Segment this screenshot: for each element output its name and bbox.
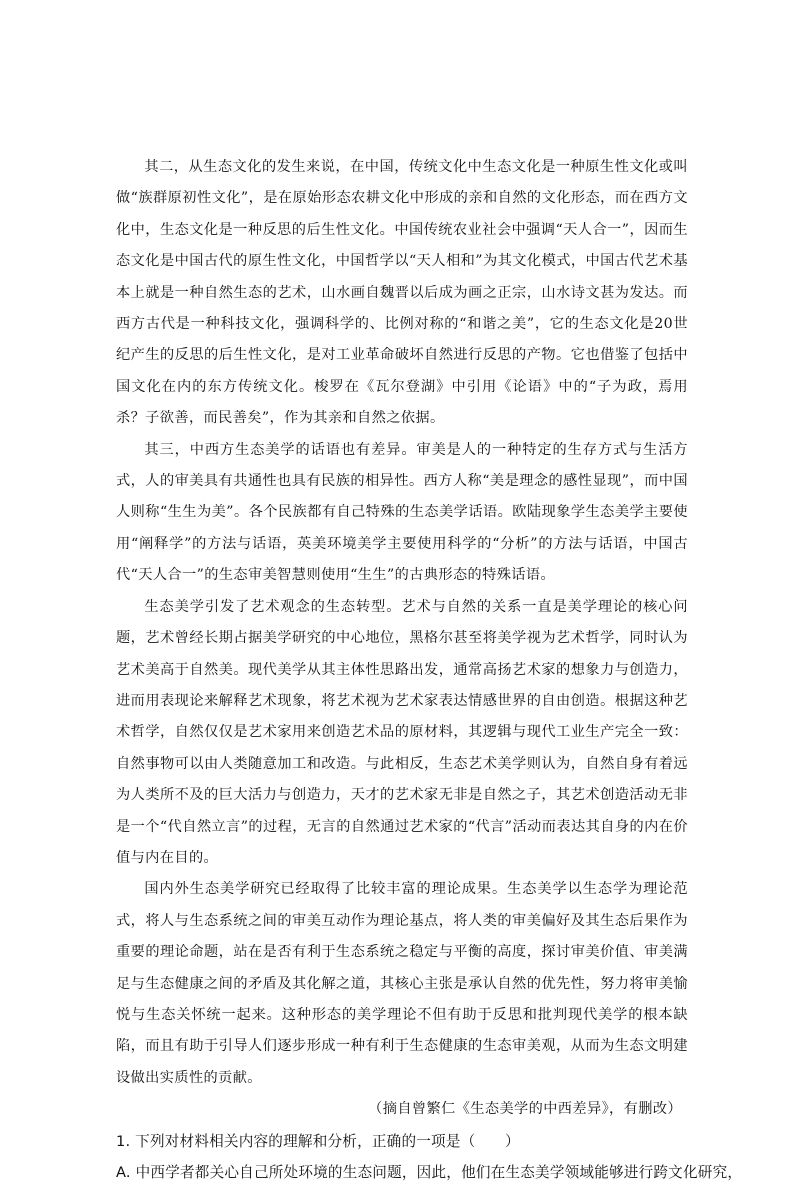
question-stem: 1. 下列对材料相关内容的理解和分析，正确的一项是（ ） [116, 1132, 520, 1150]
paragraph-ecological-culture-origin: 其二，从生态文化的发生来说，在中国，传统文化中生态文化是一种原生性文化或叫做“族群原初性文化”，是在原始形态农耕文化中形成的亲和自然的文化形态，而在西方文化中，生态文化是一种反思的后生性文化。中国传统农业社会中强调“天人合一”，因而生态文化是中国古代的原生性文化，中国哲学以“天人相和”为其文化模式，中国古代艺术基本上就是一种自然生态的艺术，山水画自魏晋以后成为画之正宗，山水诗文甚为发达。而西方古代是一种科技文化，强调科学的、比例对称的“和谐之美”，它的生态文化是20世纪产生的反思的后生性文化，是对工业革命破坏自然进行反思的产物。它也借鉴了包括中国文化在内的东方传统文化。梭罗在《瓦尔登湖》中引用《论语》中的“子为政，焉用杀？子欲善，而民善矣”，作为其亲和自然之依据。 [116, 159, 688, 427]
paragraph-research-achievements: 国内外生态美学研究已经取得了比较丰富的理论成果。生态美学以生态学为理论范式，将人与生态系统之间的审美互动作为理论基点，将人类的审美偏好及其生态后果作为重要的理论命题，站在是否有利于生态系统之稳定与平衡的高度，探讨审美价值、审美满足与生态健康之间的矛盾及其化解之道，其核心主张是承认自然的优先性，努力将审美愉悦与生态关怀统一起来。这种形态的美学理论不但有助于反思和批判现代美学的根本缺陷，而且有助于引导人们逐步形成一种有利于生态健康的生态审美观，从而为生态文明建设做出实质性的贡献。 [116, 881, 688, 1086]
question-option-a: A. 中西学者都关心自己所处环境的生态问题，因此，他们在生态美学领域能够进行跨文化研究， [116, 1164, 743, 1181]
document-page [116, 152, 743, 1188]
paragraph-art-concept-transformation: 生态美学引发了艺术观念的生态转型。艺术与自然的关系一直是美学理论的核心问题，艺术曾经长期占据美学研究的中心地位，黑格尔甚至将美学视为艺术哲学，同时认为艺术美高于自然美。现代美学从其主体性思路出发，通常高扬艺术家的想象力与创造力，进而用表现论来解释艺术现象，将艺术视为艺术家表达情感世界的自由创造。根据这种艺术哲学，自然仅仅是艺术家用来创造艺术品的原材料，其逻辑与现代工业生产完全一致：自然事物可以由人类随意加工和改造。与此相反，生态艺术美学则认为，自然自身有着远为人类所不及的巨大活力与创造力，天才的艺术家无非是自然之子，其艺术创造活动无非是一个“代自然立言”的过程，无言的自然通过艺术家的“代言”活动而表达其自身的内在价值与内在目的。 [116, 598, 688, 866]
source-citation: （摘自曾繁仁《生态美学的中西差异》，有删改） [368, 1101, 682, 1118]
paragraph-ecological-aesthetics-discourse: 其三，中西方生态美学的话语也有差异。审美是人的一种特定的生存方式与生活方式，人的审美具有共通性也具有民族的相异性。西方人称“美是理念的感性显现”，而中国人则称“生生为美”。各个民族都有自己特殊的生态美学话语。欧陆现象学生态美学主要使用“阐释学”的方法与话语，英美环境美学主要使用科学的“分析”的方法与话语，中国古代“天人合一”的生态审美智慧则使用“生生”的古典形态的特殊话语。 [116, 441, 688, 584]
